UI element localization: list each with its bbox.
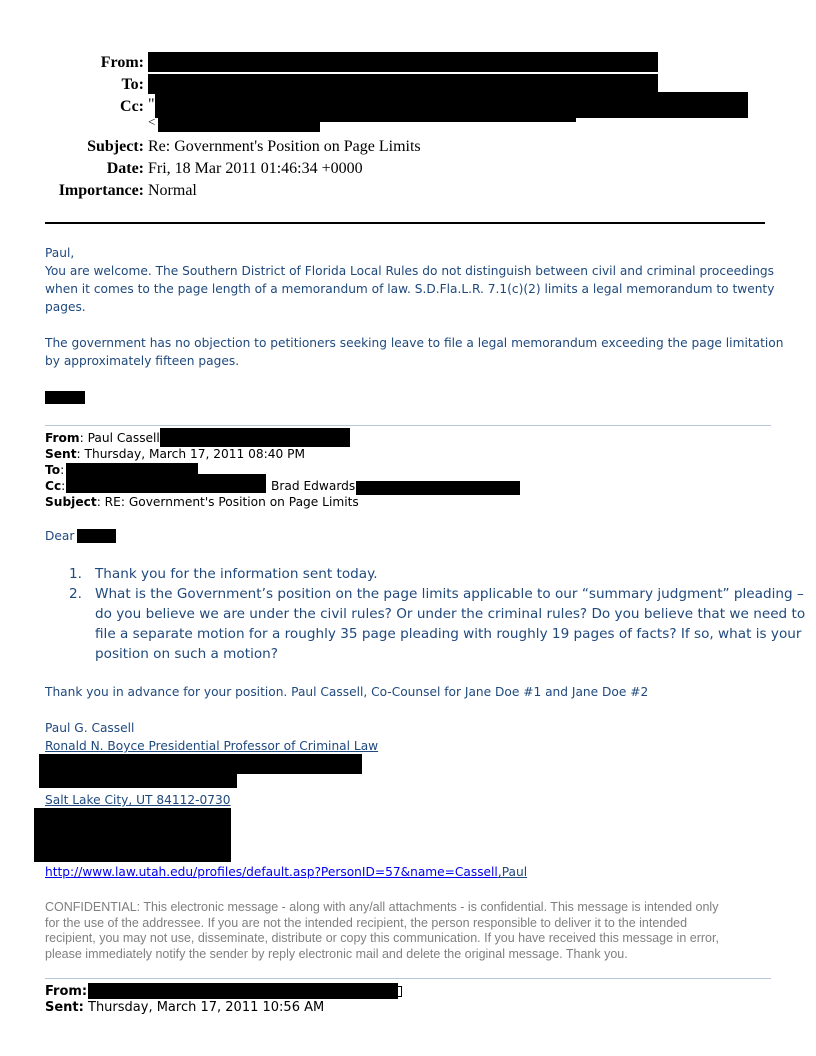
- q2-sent-label: Sent:: [45, 1000, 84, 1015]
- list-item-2-line2: do you believe we are under the civil rules? Or under the criminal rules? Do you believe that we need to: [95, 606, 806, 622]
- date-value: Fri, 18 Mar 2011 01:46:34 +0000: [148, 160, 363, 177]
- salutation: Dear: [45, 529, 75, 543]
- q1-subject-value: : RE: Government's Position on Page Limits: [96, 495, 359, 509]
- redaction-q2-from: [88, 983, 398, 999]
- list-item-2-line3: file a separate motion for a roughly 35 page pleading with roughly 19 pages of facts? If so, what is your: [95, 626, 802, 642]
- redaction-signoff: [45, 391, 85, 404]
- sig-link[interactable]: [45, 863, 527, 881]
- cc-partial-bracket: <: [148, 114, 156, 129]
- q1-to-value: :: [60, 463, 65, 477]
- para1-line2: when it comes to the page length of a memorandum of law. S.D.Fla.L.R. 7.1(c)(2) limits a legal memorandum to twenty: [45, 282, 775, 296]
- q1-sent-value: : Thursday, March 17, 2011 08:40 PM: [76, 447, 305, 461]
- redaction-q1-cc-1: [66, 474, 266, 493]
- redaction-q1-from: [160, 428, 350, 447]
- q1-from-label: From: [45, 431, 80, 445]
- cc-partial-quote: ": [148, 96, 155, 113]
- q1-cc-value: :: [61, 479, 66, 493]
- redaction-sig-3: [34, 808, 231, 862]
- q2-from-label-text: From:: [45, 984, 88, 999]
- redaction-from: [148, 52, 658, 72]
- redaction-sig-2: [39, 772, 237, 788]
- redaction-sig-1: [39, 754, 362, 774]
- subject-value: Re: Government's Position on Page Limits: [148, 138, 421, 155]
- redaction-to: [148, 74, 658, 94]
- date-label: Date:: [106, 160, 144, 177]
- q1-cc-line: [45, 478, 65, 494]
- thanks-line: Thank you in advance for your position. Paul Cassell, Co-Counsel for Jane Doe #1 and Jane Doe #2: [45, 685, 649, 699]
- cc-label: Cc:: [120, 98, 144, 115]
- from-label: From:: [100, 54, 144, 71]
- para2-line1: The government has no objection to petitioners seeking leave to file a legal memorandum exceeding the page limitation: [45, 336, 784, 350]
- list-item-2-number: 2.: [69, 586, 82, 602]
- para2-line2: by approximately fifteen pages.: [45, 354, 240, 368]
- list-item-2-line4: position on such a motion?: [95, 646, 278, 662]
- q1-cc-label: Cc: [45, 479, 62, 493]
- q1-to-label: To: [45, 463, 61, 477]
- redaction-salutation: [77, 529, 116, 543]
- q1-to-line: [45, 462, 64, 478]
- q1-subject-line: [45, 494, 359, 510]
- sig-link-tail[interactable]: ,Paul: [497, 865, 528, 879]
- sig-link-url[interactable]: http://www.law.utah.edu/profiles/default.asp?PersonID=57&name=Cassell: [45, 865, 498, 879]
- importance-label: Importance:: [58, 182, 144, 199]
- sig-city: Salt Lake City, UT 84112-0730: [45, 793, 231, 807]
- list-item-1-line1: Thank you for the information sent today.: [95, 566, 378, 582]
- confidential-line4: please immediately notify the sender by reply electronic mail and delete the original message. Thank you.: [45, 946, 628, 961]
- confidential-line2: for the use of the addressee. If you are not the intended recipient, the person responsible to deliver it to the intended: [45, 915, 688, 930]
- list-item-1-number: 1.: [69, 566, 82, 582]
- q1-cc-name: Brad Edwards: [271, 479, 356, 493]
- q2-sent-line: [45, 1000, 324, 1016]
- importance-value: Normal: [148, 182, 197, 199]
- subject-label: Subject:: [87, 138, 144, 155]
- q2-from-label: [45, 984, 87, 1000]
- header-divider: [45, 222, 765, 224]
- confidential-line3: recipient, you may not use, disseminate, distribute or copy this communication. If you have received this message in error,: [45, 931, 719, 945]
- para1-line1: You are welcome. The Southern District of Florida Local Rules do not distinguish between civil and criminal proceedings: [45, 264, 775, 278]
- q1-from-value: : Paul Cassell: [79, 431, 160, 445]
- q1-from-line: [45, 430, 160, 446]
- q1-subject-label: Subject: [45, 495, 97, 509]
- confidential-line1: CONFIDENTIAL: This electronic message - along with any/all attachments - is confidential. This message is intended only: [45, 900, 719, 914]
- greeting: Paul,: [45, 246, 75, 260]
- to-label: To:: [121, 76, 144, 93]
- sig-name: Paul G. Cassell: [45, 721, 135, 735]
- redaction-cc-line2b: [158, 118, 320, 132]
- quoted-divider-2: [45, 978, 771, 979]
- q1-sent-line: [45, 446, 305, 462]
- redaction-q1-cc-2: [356, 481, 520, 495]
- quoted-divider-1: [45, 425, 771, 426]
- q2-box-glyph: [395, 986, 402, 997]
- q2-sent-value: Thursday, March 17, 2011 10:56 AM: [88, 1000, 325, 1015]
- q1-sent-label: Sent: [45, 447, 77, 461]
- list-item-2-line1: What is the Government’s position on the page limits applicable to our “summary judgment” pleading –: [95, 586, 804, 602]
- para1-line3: pages.: [45, 300, 86, 314]
- sig-title: Ronald N. Boyce Presidential Professor of Criminal Law: [45, 739, 379, 753]
